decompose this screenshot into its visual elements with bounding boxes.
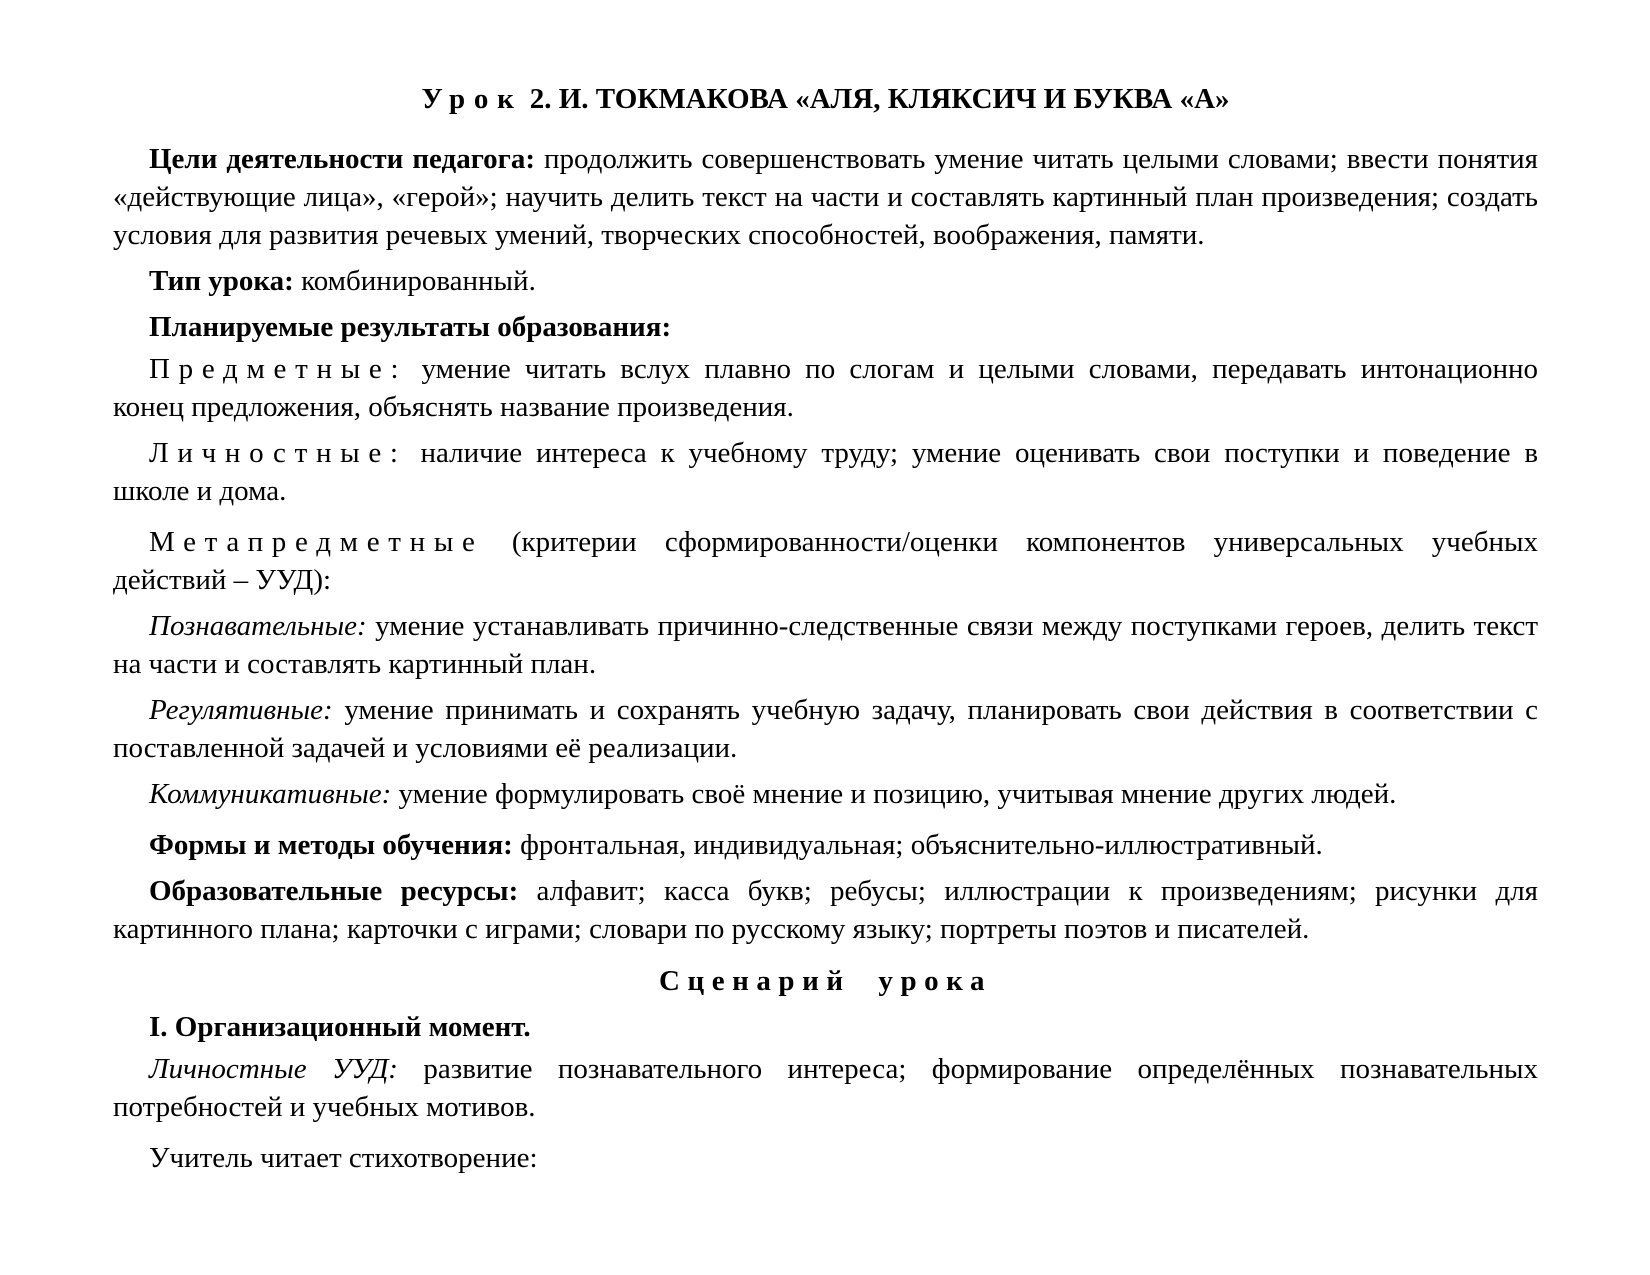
paragraph-teacher-goals: [113, 140, 1538, 254]
paragraph-lead: Цели деятельности педагога:: [149, 143, 535, 175]
paragraph-lesson-type: [113, 262, 1538, 300]
paragraph-cognitive-uud: [113, 607, 1538, 683]
paragraph-educational-resources: [113, 872, 1538, 948]
scenario-heading: Сценарий урока: [658, 965, 993, 997]
paragraph-lead: Регулятивные:: [149, 694, 333, 726]
paragraph-planned-results: [113, 308, 1538, 346]
paragraph-lead: Предметные:: [149, 353, 408, 385]
paragraph-teacher-reads-poem: [113, 1139, 1538, 1177]
paragraph-text: умение читать вслух плавно по слогам и целыми словами, передавать интонационно конец предложения, объяснять название произведения.: [113, 353, 1539, 423]
paragraph-lead: Личностные:: [149, 437, 407, 469]
paragraph-lead: Тип урока:: [149, 265, 294, 297]
paragraph-communicative-uud: [113, 775, 1538, 813]
paragraph-lead: Метапредметные: [149, 526, 484, 558]
paragraph-personal-results: [113, 434, 1538, 510]
document-title-lesson-word: Урок: [421, 83, 523, 115]
paragraph-text: (критерии сформированности/оценки компонентов универсальных учебных действий – УУД):: [113, 526, 1538, 596]
paragraph-lead: Коммуникативные:: [149, 778, 392, 810]
paragraph-text: Учитель читает стихотворение:: [149, 1142, 538, 1174]
paragraph-regulatory-uud: [113, 691, 1538, 767]
paragraph-lead: Познавательные:: [149, 610, 367, 642]
paragraph-lead: I. Организационный момент.: [149, 1011, 531, 1043]
document-title: [113, 80, 1538, 118]
paragraph-text: наличие интереса к учебному труду; умение оценивать свои поступки и поведение в школе и дома.: [113, 437, 1539, 507]
paragraph-forms-methods: [113, 826, 1538, 864]
paragraph-text: продолжить совершенствовать умение читать целыми словами; ввести понятия «действующие лица», «герой»; научить делить текст на части и составлять картинный план произведения; создать условия для развития речевых умений, творческих способностей, воображения, памяти.: [113, 143, 1539, 251]
paragraph-lead: Формы и методы обучения:: [149, 829, 513, 861]
paragraph-text: развитие познавательного интереса; формирование определённых познавательных потребностей и учебных мотивов.: [113, 1053, 1539, 1123]
paragraph-text: алфавит; касса букв; ребусы; иллюстрации к произведениям; рисунки для картинного плана; карточки с играми; словари по русскому языку; портреты поэтов и писателей.: [113, 875, 1539, 945]
paragraph-text: умение формулировать своё мнение и позицию, учитывая мнение других людей.: [398, 778, 1397, 810]
paragraph-text: комбинированный.: [301, 265, 536, 297]
paragraph-personal-uud: [113, 1050, 1538, 1126]
paragraph-text: умение принимать и сохранять учебную задачу, планировать свои действия в соответствии с поставленной задачей и условиями её реализации.: [113, 694, 1538, 764]
paragraph-lead: Планируемые результаты образования:: [149, 311, 672, 343]
paragraph-text: фронтальная, индивидуальная; объяснительно-иллюстративный.: [520, 829, 1323, 861]
paragraph-lead: Личностные УУД:: [149, 1053, 398, 1085]
paragraph-lead: Образовательные ресурсы:: [149, 875, 519, 907]
paragraph-metasubject-results: [113, 523, 1538, 599]
paragraph-organizational-moment: [113, 1008, 1538, 1046]
document-title-rest: 2. И. ТОКМАКОВА «АЛЯ, КЛЯКСИЧ И БУКВА «А»: [529, 83, 1230, 115]
paragraph-text: умение устанавливать причинно-следственные связи между поступками героев, делить текст на части и составлять картинный план.: [113, 610, 1538, 680]
paragraph-subject-results: [113, 350, 1538, 426]
